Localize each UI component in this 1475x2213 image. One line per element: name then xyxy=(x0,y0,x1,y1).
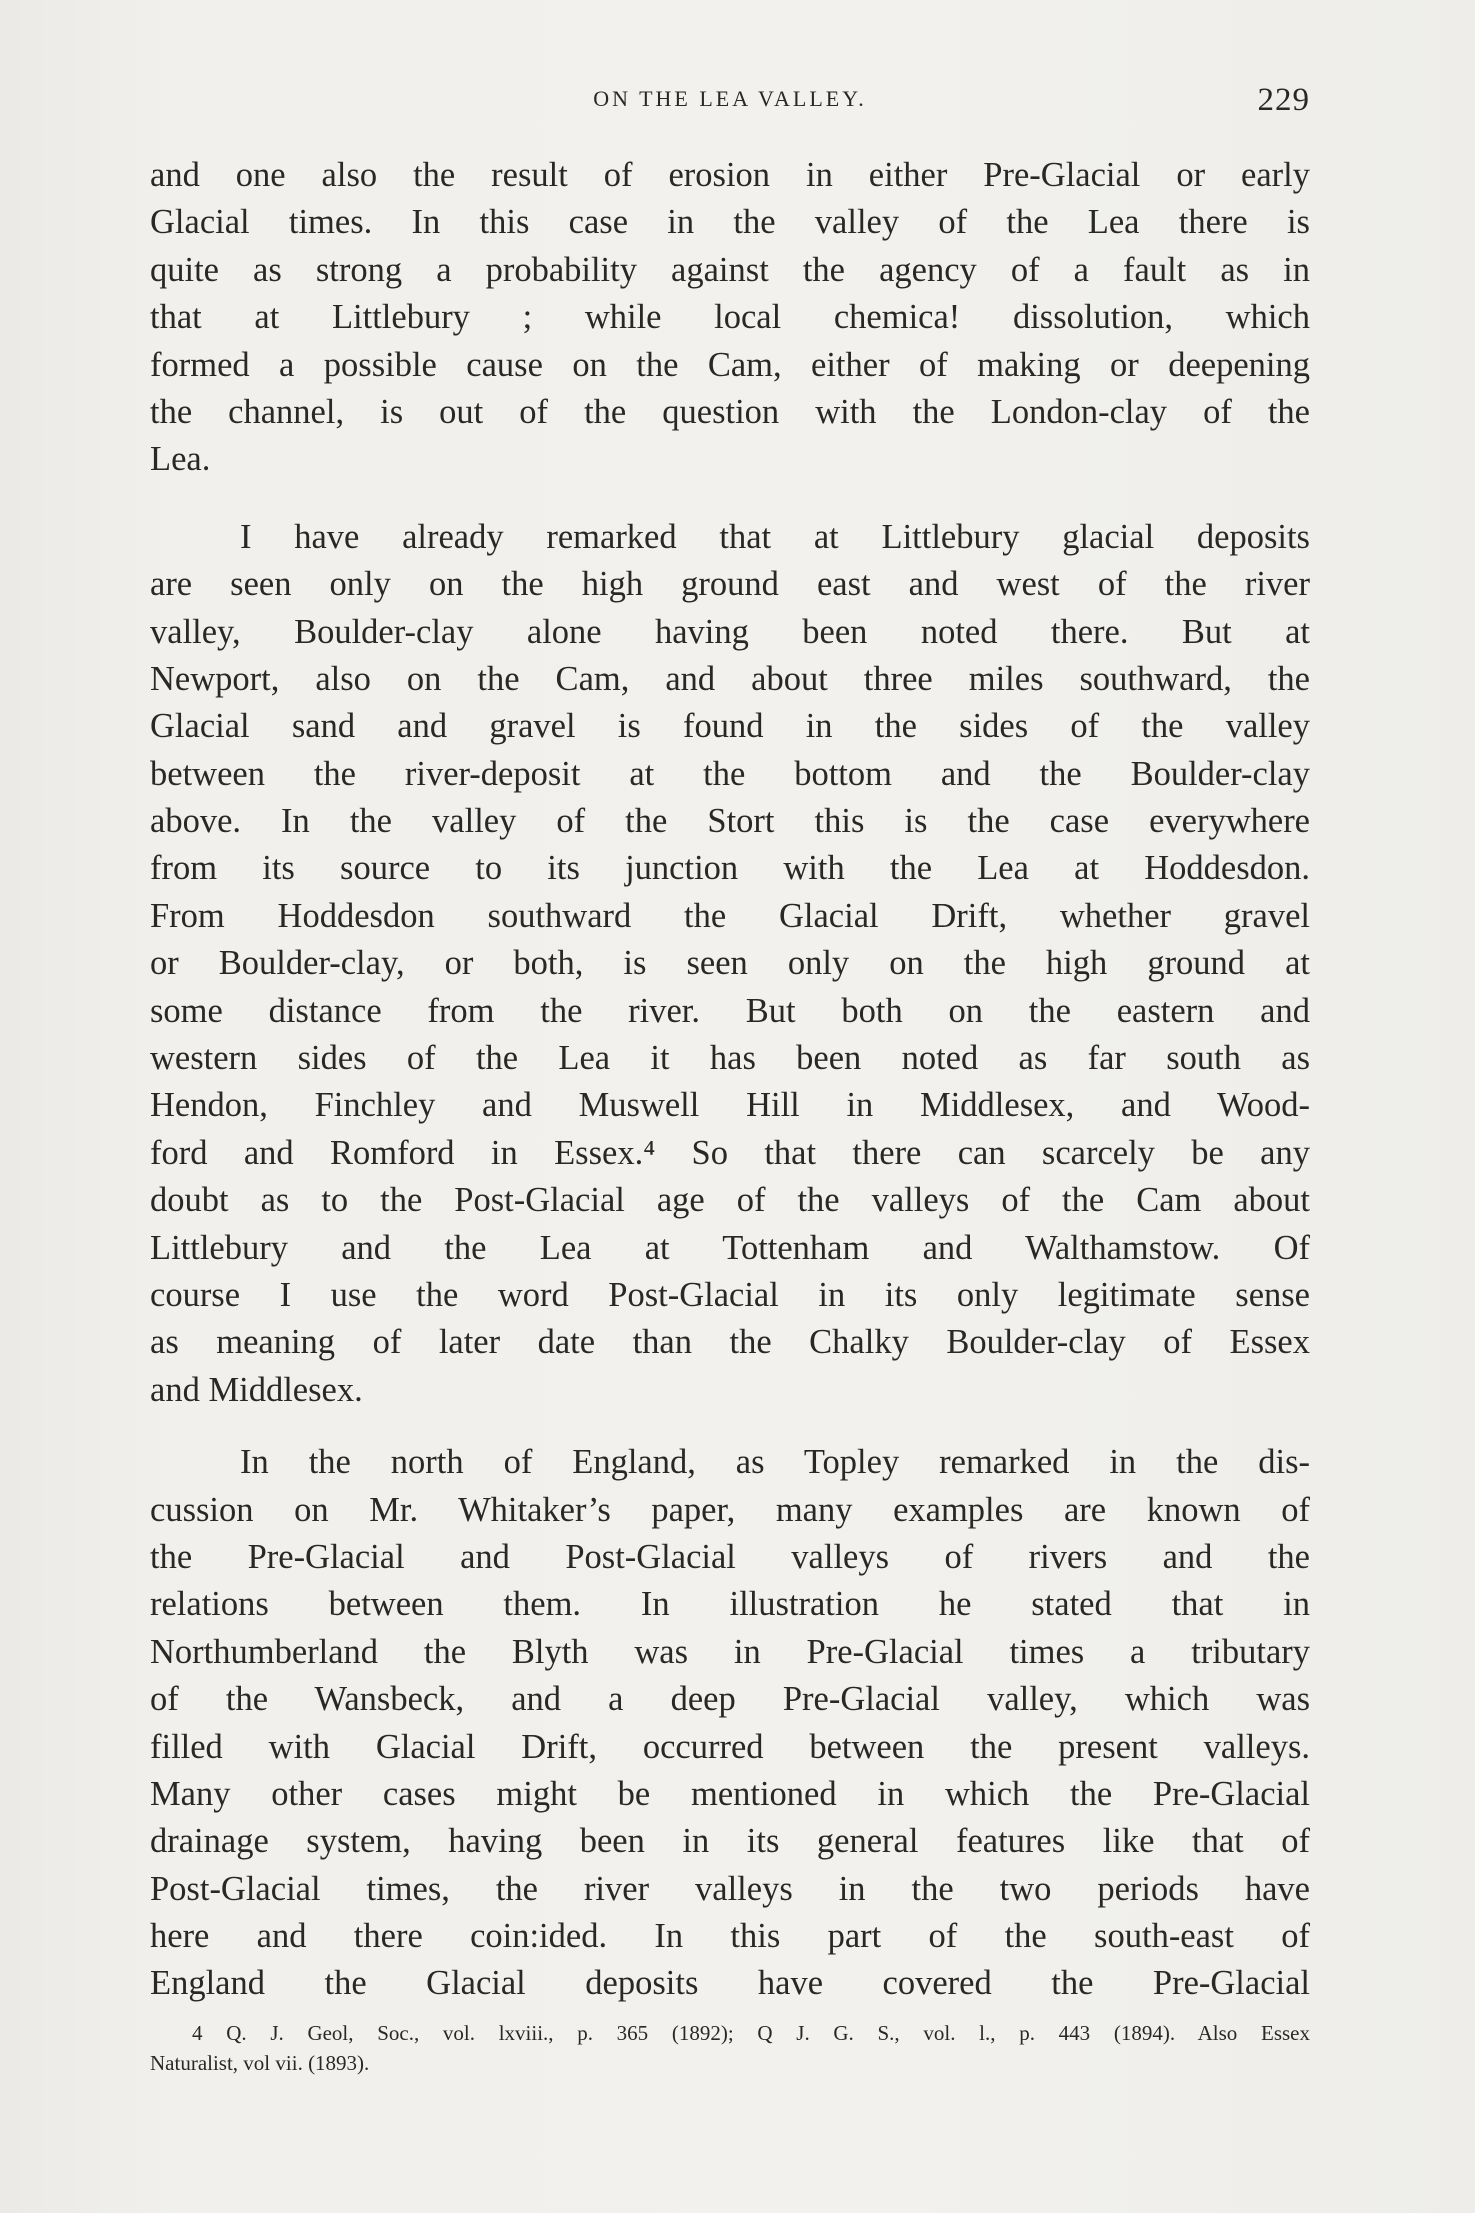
text-line: as meaning of later date than the Chalky Boulder-clay of Essex xyxy=(150,1323,1310,1362)
text-line: Hendon, Finchley and Muswell Hill in Middlesex, and Wood- xyxy=(150,1086,1310,1125)
text-line: ford and Romford in Essex.⁴ So that there can scarcely be any xyxy=(150,1133,1310,1172)
text-line: above. In the valley of the Stort this is the case everywhere xyxy=(150,802,1310,841)
text-line: western sides of the Lea it has been noted as far south as xyxy=(150,1039,1310,1078)
text-line: here and there coin:ided. In this part of the south-east of xyxy=(150,1917,1310,1956)
text-line: England the Glacial deposits have covered the Pre-Glacial xyxy=(150,1964,1310,2003)
text-line: Post-Glacial times, the river valleys in the two periods have xyxy=(150,1869,1310,1908)
running-head xyxy=(150,82,1310,122)
footnote-line: 4 Q. J. Geol, Soc., vol. lxviii., p. 365 (1892); Q J. G. S., vol. l., p. 443 (1894). Also Essex xyxy=(192,2021,1310,2045)
text-line: In the north of England, as Topley remarked in the dis- xyxy=(240,1443,1310,1482)
paragraph-1 xyxy=(150,152,1310,484)
text-line: between the river-deposit at the bottom and the Boulder-clay xyxy=(150,754,1310,793)
text-line: course I use the word Post-Glacial in its only legitimate sense xyxy=(150,1275,1310,1314)
text-line: and one also the result of erosion in either Pre-Glacial or early xyxy=(150,156,1310,194)
text-line: and Middlesex. xyxy=(150,1370,363,1409)
text-line: Newport, also on the Cam, and about three miles southward, the xyxy=(150,659,1310,698)
text-line: relations between them. In illustration he stated that in xyxy=(150,1585,1310,1624)
text-line: from its source to its junction with the Lea at Hoddesdon. xyxy=(150,849,1310,888)
text-line: quite as strong a probability against the agency of a fault as in xyxy=(150,250,1310,289)
text-line: that at Littlebury ; while local chemica! dissolution, which xyxy=(150,298,1310,337)
text-line: From Hoddesdon southward the Glacial Drift, whether gravel xyxy=(150,896,1310,935)
text-line: Northumberland the Blyth was in Pre-Glacial times a tributary xyxy=(150,1632,1310,1671)
footnote-line: Naturalist, vol vii. (1893). xyxy=(150,2051,370,2075)
text-line: Glacial sand and gravel is found in the sides of the valley xyxy=(150,707,1310,746)
body-text xyxy=(150,152,1310,2008)
text-line: Glacial times. In this case in the valley of the Lea there is xyxy=(150,203,1310,242)
text-line: cussion on Mr. Whitaker’s paper, many examples are known of xyxy=(150,1490,1310,1529)
paragraph-spacer xyxy=(150,1414,1310,1439)
text-line: Many other cases might be mentioned in which the Pre-Glacial xyxy=(150,1774,1310,1813)
text-line: the channel, is out of the question with the London-clay of the xyxy=(150,392,1310,431)
text-line: valley, Boulder-clay alone having been noted there. But at xyxy=(150,612,1310,651)
text-line: drainage system, having been in its general features like that of xyxy=(150,1822,1310,1861)
footnote xyxy=(150,2018,1310,2078)
text-line: Littlebury and the Lea at Tottenham and Walthamstow. Of xyxy=(150,1228,1310,1267)
text-line: filled with Glacial Drift, occurred between the present valleys. xyxy=(150,1727,1310,1766)
paragraph-3 xyxy=(150,1439,1310,2008)
paragraph-2 xyxy=(150,514,1310,1414)
page-number: 229 xyxy=(1257,82,1310,118)
text-line: Lea. xyxy=(150,440,211,479)
text-line: the Pre-Glacial and Post-Glacial valleys of rivers and the xyxy=(150,1537,1310,1576)
paragraph-spacer xyxy=(150,484,1310,514)
text-line: formed a possible cause on the Cam, either of making or deepening xyxy=(150,345,1310,384)
text-line: of the Wansbeck, and a deep Pre-Glacial valley, which was xyxy=(150,1680,1310,1719)
text-line: doubt as to the Post-Glacial age of the valleys of the Cam about xyxy=(150,1181,1310,1220)
text-line: or Boulder-clay, or both, is seen only on the high ground at xyxy=(150,944,1310,983)
text-line: some distance from the river. But both on the eastern and xyxy=(150,991,1310,1030)
text-line: are seen only on the high ground east and west of the river xyxy=(150,565,1310,604)
text-line: I have already remarked that at Littlebury glacial deposits xyxy=(240,517,1310,556)
running-title: ON THE LEA VALLEY. xyxy=(593,86,867,111)
